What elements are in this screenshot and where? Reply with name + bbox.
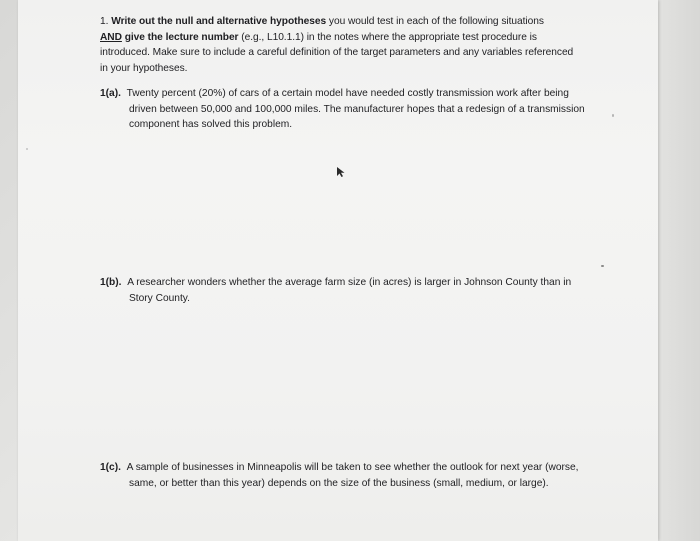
part-1c-line-2: same, or better than this year) depends on the size of the business (small, medium, or large). [129, 477, 549, 489]
part-1b-label: 1(b). [100, 277, 122, 288]
part-1c-text-1: A sample of businesses in Minneapolis will be taken to see whether the outlook for next year (worse, [126, 462, 579, 473]
part-1a [100, 86, 620, 133]
lecture-number-instruction: give the lecture number [121, 31, 239, 43]
question-1-bold-instruction: Write out the null and alternative hypotheses [111, 16, 327, 27]
part-1c [100, 460, 620, 491]
paper-speck [601, 265, 604, 267]
part-1b-text-1: A researcher wonders whether the average farm size (in acres) is larger in Johnson County than in [127, 277, 572, 288]
paper-speck [612, 114, 614, 117]
part-1b [100, 275, 620, 306]
question-1-line-2 [100, 30, 620, 46]
question-number: 1. [100, 16, 109, 27]
part-1a-line-3: component has solved this problem. [129, 119, 293, 130]
background-edge [658, 0, 700, 541]
question-1-line-3: introduced. Make sure to include a careful definition of the target parameters and any variables referenced [100, 47, 574, 58]
question-1-instructions [100, 14, 620, 76]
worksheet-page [18, 0, 658, 541]
part-1a-line-2: driven between 50,000 and 100,000 miles. The manufacturer hopes that a redesign of a transmission [129, 103, 585, 115]
question-1-line-4: in your hypotheses. [100, 62, 188, 74]
and-emphasis: AND [100, 31, 122, 43]
question-1-line-1 [100, 14, 620, 30]
question-1-line-1-rest: you would test in each of the following situations [326, 16, 544, 27]
part-1b-line-1 [100, 275, 620, 291]
part-1a-label: 1(a). [100, 88, 121, 99]
part-1b-line-2: Story County. [129, 292, 190, 304]
question-1-line-2-rest: (e.g., L10.1.1) in the notes where the appropriate test procedure is [238, 31, 537, 43]
mouse-pointer-icon [336, 166, 346, 178]
part-1c-label: 1(c). [100, 462, 121, 473]
part-1a-text-1: Twenty percent (20%) of cars of a certain model have needed costly transmission work after being [126, 88, 569, 99]
part-1c-line-1 [100, 460, 620, 476]
paper-speck [26, 148, 28, 150]
part-1a-line-1 [100, 86, 620, 102]
